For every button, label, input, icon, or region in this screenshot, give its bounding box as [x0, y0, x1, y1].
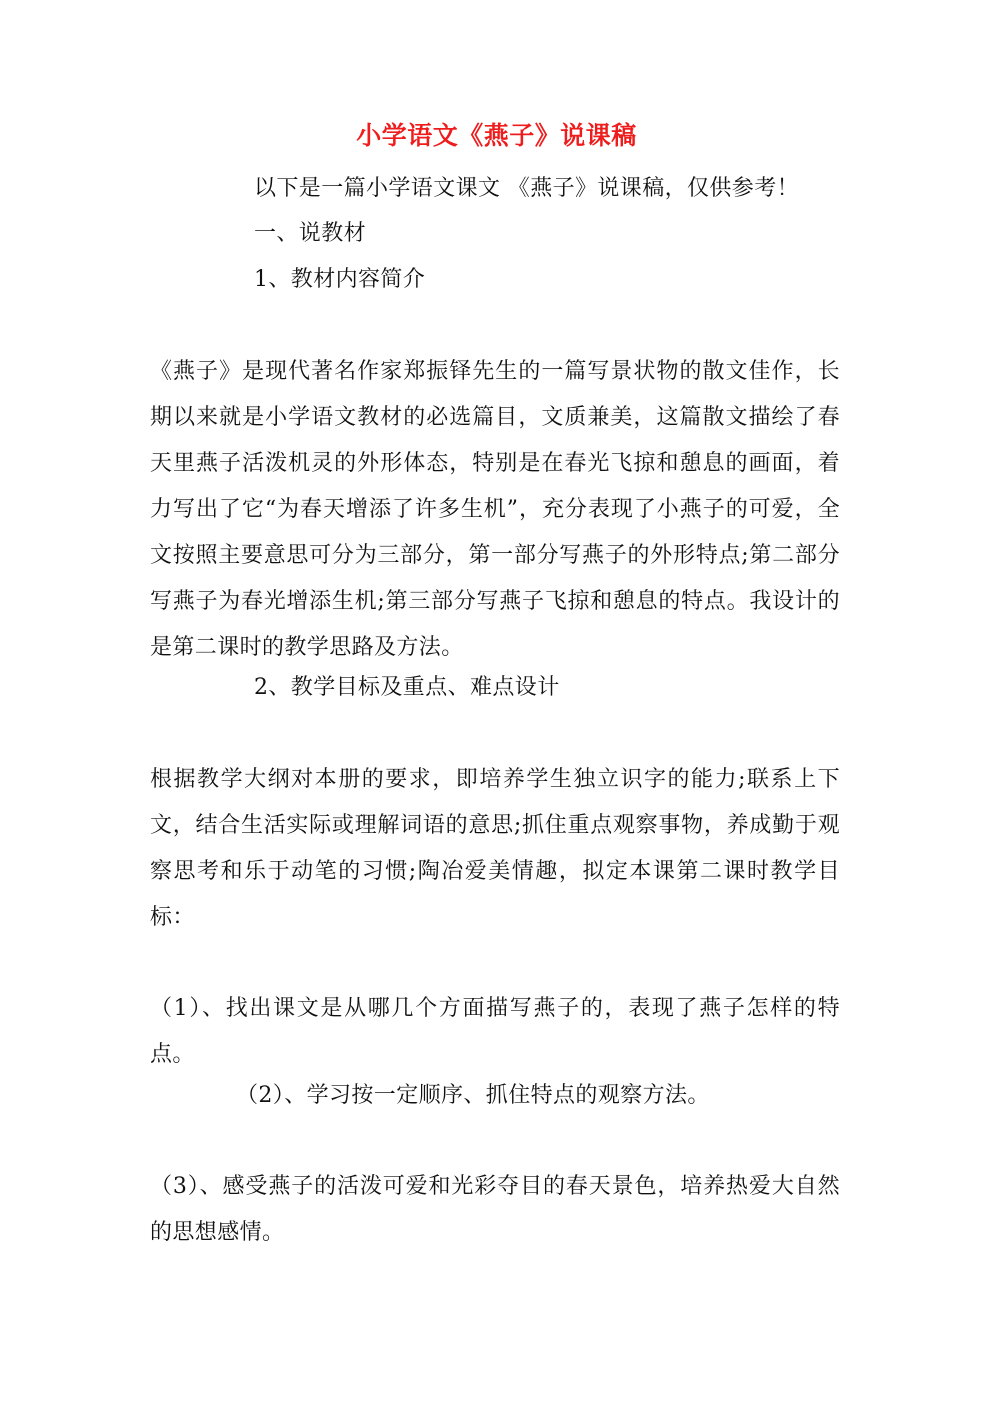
paragraph-content-summary: 《燕子》是现代著名作家郑振铎先生的一篇写景状物的散文佳作，长期以来就是小学语文教材的必选篇目，文质兼美，这篇散文描绘了春天里燕子活泼机灵的外形体态，特别是在春光飞掠和憩息的画面，着力写出了它“为春天增添了许多生机”，充分表现了小燕子的可爱，全文按照主要意思可分为三部分，第一部分写燕子的外形特点;第二部分写燕子为春光增添生机;第三部分写燕子飞掠和憩息的特点。我设计的是第二课时的教学思路及方法。 [150, 359, 840, 660]
section-heading-teaching-material: 一、说教材 [254, 221, 367, 246]
subheading-goals-design: 2、教学目标及重点、难点设计 [254, 675, 560, 700]
goal-item-2: （2）、学习按一定顺序、抓住特点的观察方法。 [236, 1083, 710, 1108]
paragraph-goals-intro: 根据教学大纲对本册的要求，即培养学生独立识字的能力;联系上下文，结合生活实际或理解词语的意思;抓住重点观察事物，养成勤于观察思考和乐于动笔的习惯;陶冶爱美情趣，拟定本课第二课时教学目标： [150, 767, 840, 930]
goal-item-1: （1）、找出课文是从哪几个方面描写燕子的，表现了燕子怎样的特点。 [150, 996, 840, 1067]
goal-item-3: （3）、感受燕子的活泼可爱和光彩夺目的春天景色，培养热爱大自然的思想感情。 [150, 1174, 840, 1245]
intro-line: 以下是一篇小学语文课文 《燕子》说课稿，仅供参考！ [254, 176, 799, 201]
subheading-content-summary: 1、教材内容简介 [254, 267, 426, 292]
document-title: 小学语文《燕子》说课稿 [356, 121, 637, 150]
